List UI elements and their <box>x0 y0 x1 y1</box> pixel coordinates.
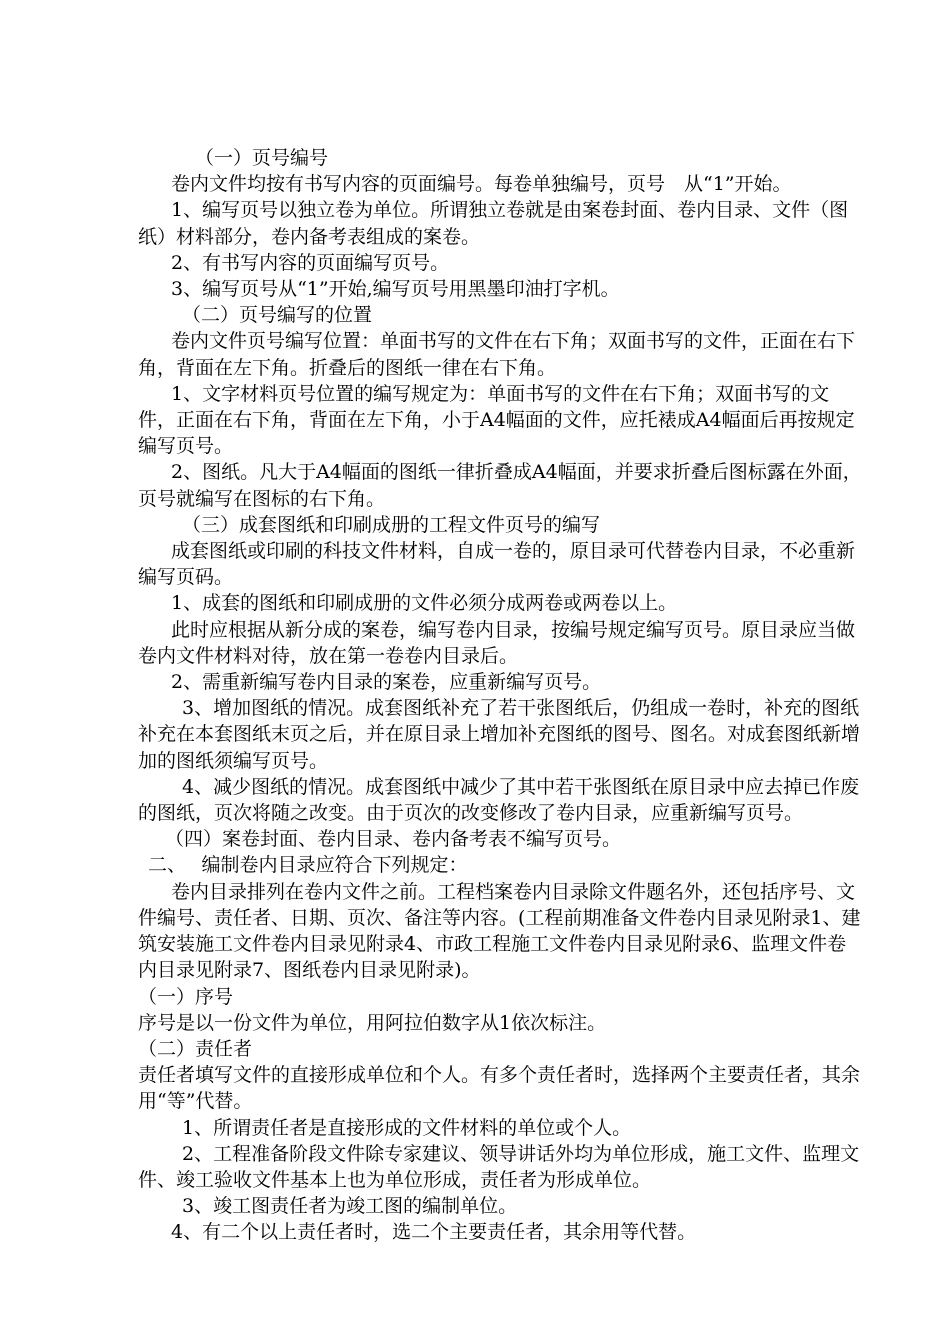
paragraph: 2、需重新编写卷内目录的案卷，应重新编写页号。 <box>171 671 602 694</box>
paragraph: 卷内文件页号编写位置：单面书写的文件在右下角；双面书写的文件，正面在右下角，背面在左下角。折叠后的图纸一律在右下角。 <box>138 330 856 379</box>
section-heading-page-numbering: （一）页号编号 <box>195 147 329 169</box>
paragraph: 2、图纸。凡大于A4幅面的图纸一律折叠成A4幅面，并要求折叠后图标露在外面，页号就编写在图标的右下角。 <box>138 461 862 510</box>
paragraph: 成套图纸或印刷的科技文件材料，自成一卷的，原目录可代替卷内目录，不必重新编写页码。 <box>138 540 856 589</box>
paragraph: 1、文字材料页号位置的编写规定为：单面书写的文件在右下角；双面书写的文件，正面在右下角，背面在左下角，小于A4幅面的文件，应托裱成A4幅面后再按规定编写页号。 <box>138 382 855 458</box>
paragraph: 3、编写页号从“1”开始,编写页号用黑墨印油打字机。 <box>171 278 620 301</box>
section-heading-page-number-position: （二）页号编写的位置 <box>182 304 373 327</box>
paragraph: 责任者填写文件的直接形成单位和个人。有多个责任者时，选择两个主要责任者，其余用“等”代替。 <box>138 1064 861 1113</box>
paragraph: 1、所谓责任者是直接形成的文件材料的单位或个人。 <box>182 1116 632 1139</box>
section-heading-drawing-sets: （三）成套图纸和印刷成册的工程文件页号的编写 <box>182 513 601 536</box>
paragraph: 卷内文件均按有书写内容的页面编号。每卷单独编号，页号 从“1”开始。 <box>171 173 792 196</box>
paragraph: 4、减少图纸的情况。成套图纸中减少了其中若干张图纸在原目录中应去掉已作废的图纸，页次将随之改变。由于页次的改变修改了卷内目录，应重新编写页号。 <box>138 775 860 825</box>
paragraph: 1、编写页号以独立卷为单位。所谓独立卷就是由案卷封面、卷内目录、文件（图纸）材料部分，卷内备考表组成的案卷。 <box>138 199 849 248</box>
paragraph: 4、有二个以上责任者时，选二个主要责任者，其余用等代替。 <box>171 1221 697 1244</box>
paragraph: 卷内目录排列在卷内文件之前。工程档案卷内目录除文件题名外，还包括序号、文件编号、责任者、日期、页次、备注等内容。(工程前期准备文件卷内目录见附录1、建筑安装施工文件卷内目录见附录4、市政工程施工文件卷内目录见附录6、监理文件卷内目录见附录7、图纸卷内目录见附录)。 <box>138 880 861 982</box>
section-heading-no-page-number: （四）案卷封面、卷内目录、卷内备考表不编写页号。 <box>165 828 622 851</box>
document-body <box>138 145 862 1246</box>
paragraph: 3、竣工图责任者为竣工图的编制单位。 <box>182 1195 518 1218</box>
paragraph: 2、有书写内容的页面编写页号。 <box>171 251 450 274</box>
paragraph: 此时应根据从新分成的案卷，编写卷内目录，按编号规定编写页号。原目录应当做卷内文件材料对待，放在第一卷卷内目录后。 <box>138 618 856 667</box>
paragraph: 序号是以一份文件为单位，用阿拉伯数字从1依次标注。 <box>138 1011 607 1034</box>
section-heading-serial-number: （一）序号 <box>138 985 234 1008</box>
section-heading-catalog-rules: 二、 编制卷内目录应符合下列规定： <box>148 854 468 877</box>
paragraph: 1、成套的图纸和印刷成册的文件必须分成两卷或两卷以上。 <box>171 592 678 615</box>
paragraph: 3、增加图纸的情况。成套图纸补充了若干张图纸后，仍组成一卷时，补充的图纸补充在本套图纸末页之后，并在原目录上增加补充图纸的图号、图名。对成套图纸新增加的图纸须编写页号。 <box>138 697 861 772</box>
section-heading-responsible-party: （二）责任者 <box>138 1037 253 1060</box>
paragraph: 2、工程准备阶段文件除专家建议、领导讲话外均为单位形成，施工文件、监理文件、竣工验收文件基本上也为单位形成，责任者为形成单位。 <box>138 1142 860 1191</box>
